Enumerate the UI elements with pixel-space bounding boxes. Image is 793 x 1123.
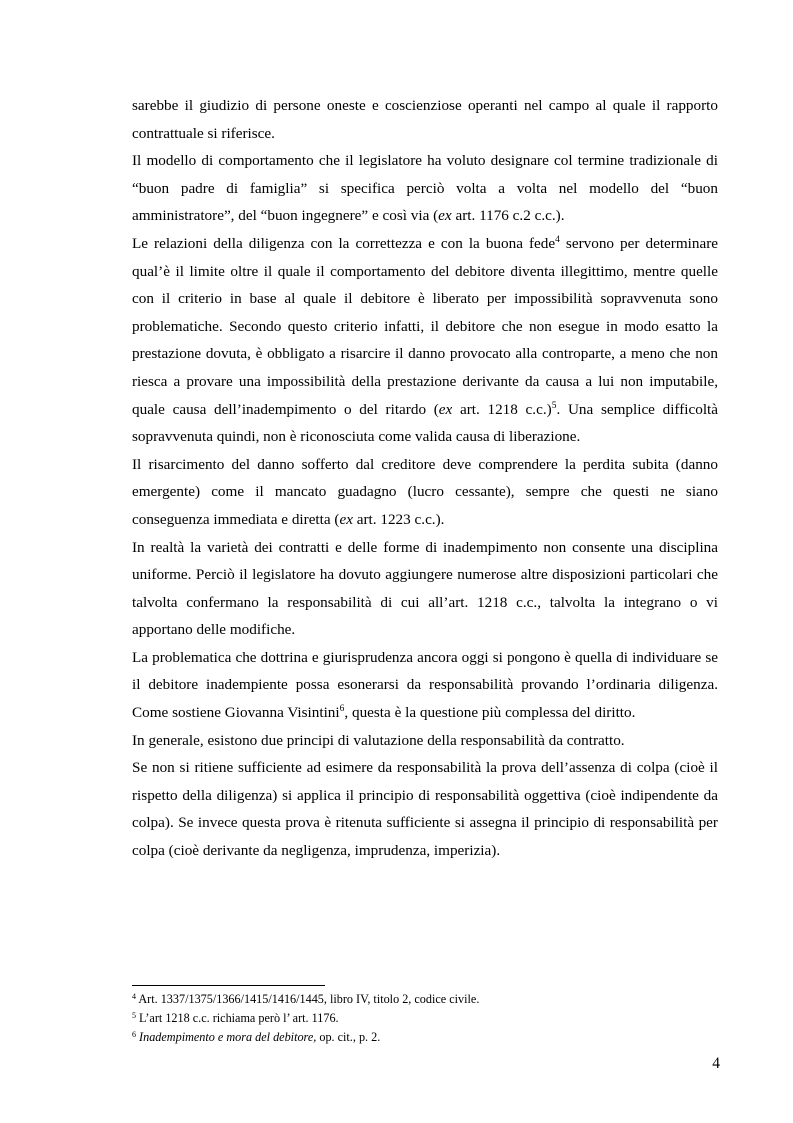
text-run: Il risarcimento del danno sofferto dal creditore deve comprendere la perdita subita (danno emergente) come il mancato guadagno (lucro cessante), sempre che questi ne siano conseguenza immediata e diretta ( — [132, 455, 718, 528]
footnote-reference: 5 — [132, 1011, 136, 1021]
footnote-4 — [132, 990, 718, 1009]
text-run: Se non si ritiene sufficiente ad esimere da responsabilità la prova dell’assenza di colpa (cioè il rispetto della diligenza) si applica il principio di responsabilità oggettiva (cioè indipendente da colpa). Se invece questa prova è ritenuta sufficiente si assegna il principio di responsabilità per colpa (cioè derivante da negligenza, imprudenza, imperizia). — [132, 759, 718, 860]
text-run: Il modello di comportamento che il legislatore ha voluto designare col termine tradizionale di “buon padre di famiglia” si specifica perciò volta a volta nel modello del “buon amministratore”, del “buon ingegnere” e così via ( — [132, 152, 718, 225]
paragraph-continuation — [132, 92, 718, 147]
text-run: La problematica che dottrina e giurisprudenza ancora oggi si pongono è quella di individuare se il debitore inadempiente possa esonerarsi da responsabilità provando l’ordinaria diligenza. Come sostiene Giovanna Visintini — [132, 648, 718, 722]
italic-text: ex — [438, 207, 452, 225]
paragraph-varieta-contratti — [132, 534, 718, 644]
text-run: art. 1223 c.c.). — [352, 510, 445, 528]
italic-text: ex — [438, 400, 453, 418]
text-run: . Una semplice difficoltà sopravvenuta quindi, non è riconosciuta come valida causa di liberazione. — [132, 400, 719, 446]
text-run: Le relazioni della diligenza con la correttezza e con la buona fede — [132, 234, 556, 252]
page-number: 4 — [712, 1055, 720, 1072]
text-run: In generale, esistono due principi di valutazione della responsabilità da contratto. — [132, 731, 625, 749]
footnote-reference: 6 — [132, 1030, 136, 1040]
paragraph-problematica — [132, 644, 718, 727]
page-body — [132, 92, 718, 865]
paragraph-principi — [132, 727, 718, 755]
paragraph-buon-padre — [132, 147, 718, 230]
italic-text: ex — [339, 510, 353, 528]
footnote-5 — [132, 1009, 718, 1028]
text-run: art. 1218 c.c.) — [452, 400, 552, 418]
text-run: In realtà la varietà dei contratti e delle forme di inadempimento non consente una disciplina uniforme. Perciò il legislatore ha dovuto aggiungere numerose altre disposizioni particolari che talvolta confermano la responsabilità di cui all’art. 1218 c.c., talvolta la integrano o vi apportano delle modifiche. — [132, 538, 718, 639]
footnote-reference: 4 — [132, 992, 136, 1001]
text-run: art. 1176 c.2 c.c.). — [451, 207, 565, 225]
footnote-reference: 6 — [339, 704, 345, 715]
paragraph-colpa — [132, 754, 718, 864]
text-run: Art. 1337/1375/1366/1415/1416/1445, libro IV, titolo 2, codice civile. — [136, 992, 480, 1006]
text-run: sarebbe il giudizio di persone oneste e coscienziose operanti nel campo al quale il rapporto contrattuale si riferisce. — [132, 97, 718, 142]
footnotes — [132, 990, 718, 1048]
footnote-separator — [132, 985, 325, 986]
text-run: , questa è la questione più complessa del diritto. — [344, 704, 636, 722]
text-run: op. cit., p. 2. — [316, 1030, 381, 1045]
text-run: L’art 1218 c.c. richiama però l’ art. 1176. — [136, 1011, 339, 1026]
footnote-reference: 5 — [551, 400, 557, 411]
italic-text: Inadempimento e mora del debitore, — [139, 1030, 317, 1045]
footnote-6 — [132, 1028, 718, 1047]
text-run: servono per determinare qual’è il limite oltre il quale il comportamento del debitore diventa illegittimo, mentre quelle con il criterio in base al quale il debitore è liberato per impossibilità sopravvenuta sono problematiche. Secondo questo criterio infatti, il debitore che non esegue in modo esatto la prestazione dovuta, è obbligato a risarcire il danno provocato alla controparte, a meno che non riesca a provare una impossibilità della prestazione derivante da causa a lui non imputabile, quale causa dell’inadempimento o del ritardo ( — [132, 234, 719, 418]
paragraph-diligenza — [132, 230, 718, 451]
footnote-reference: 4 — [555, 234, 560, 245]
paragraph-risarcimento — [132, 451, 718, 534]
